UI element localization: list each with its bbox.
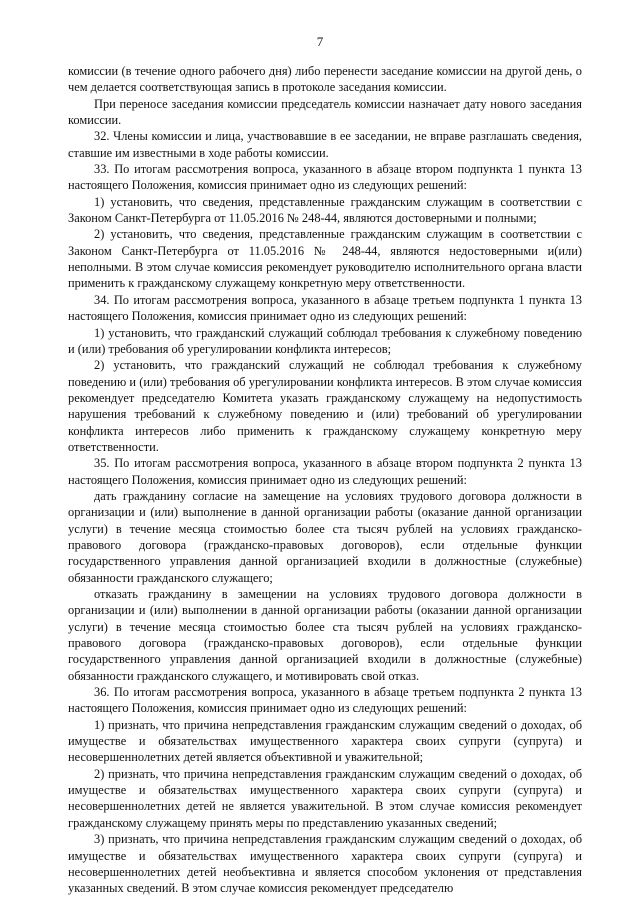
paragraph-35-consent: дать гражданину согласие на замещение на условиях трудового договора должности в организации и (или) выполнение в данной организации работы (оказание данной организации услуги) в течение месяца стоимостью более ста тысяч рублей на условиях гражданско-правового договора (гражданско-правовых договоров), если отдельные функции государственного управления данной организацией входили в должностные (служебные) обязанности гражданского служащего; xyxy=(68,488,582,585)
paragraph-34-item-2: 2) установить, что гражданский служащий не соблюдал требования к служебному поведению и (или) требования об урегулировании конфликта интересов. В этом случае комиссия рекомендует председателю Комитета указать гражданскому служащему на недопустимость нарушения требований к служебному поведению и (или) требований об урегулировании конфликта интересов либо применить к гражданскому служащему конкретную меру ответственности. xyxy=(68,358,582,454)
paragraph-34-item-1: 1) установить, что гражданский служащий соблюдал требования к служебному поведению и (или) требования об урегулировании конфликта интересов; xyxy=(68,325,582,356)
paragraph-33-item-2: 2) установить, что сведения, представленные гражданским служащим в соответствии с Законом Санкт-Петербурга от 11.05.2016 № 248-44, являются недостоверными и(или) неполными. В этом случае комиссия рекомендует руководителю исполнительного органа власти применить к гражданскому служащему конкретную меру ответственности. xyxy=(68,227,582,291)
paragraph-36-item-3: 3) признать, что причина непредставления гражданским служащим сведений о доходах, об имуществе и обязательствах имущественного характера своих супруги (супруга) и несовершеннолетних детей необъективна и является способом уклонения от представления указанных сведений. В этом случае комиссия рекомендует председателю xyxy=(68,832,582,896)
paragraph-34: 34. По итогам рассмотрения вопроса, указанного в абзаце третьем подпункта 1 пункта 13 настоящего Положения, комиссия принимает одно из следующих решений: xyxy=(68,292,582,324)
paragraph-31-continuation: комиссии (в течение одного рабочего дня) либо перенести заседание комиссии на другой день, о чем делается соответствующая запись в протоколе заседания комиссии. xyxy=(68,64,582,95)
paragraph-36-item-2: 2) признать, что причина непредставления гражданским служащим сведений о доходах, об имуществе и обязательствах имущественного характера своих супруги (супруга) и несовершеннолетних детей не является уважительной. В этом случае комиссия рекомендует гражданскому служащему принять меры по представлению указанных сведений; xyxy=(68,766,582,830)
paragraph-31-postpone: При переносе заседания комиссии председатель комиссии назначает дату нового заседания комиссии. xyxy=(68,96,582,128)
paragraph-33-item-1: 1) установить, что сведения, представленные гражданским служащим в соответствии с Законом Санкт-Петербурга от 11.05.2016 № 248-44, являются достоверными и полными; xyxy=(68,194,582,226)
paragraph-35: 35. По итогам рассмотрения вопроса, указанного в абзаце втором подпункта 2 пункта 13 настоящего Положения, комиссия принимает одно из следующих решений: xyxy=(68,456,582,487)
page-number: 7 xyxy=(316,34,324,49)
paragraph-36: 36. По итогам рассмотрения вопроса, указанного в абзаце третьем подпункта 2 пункта 13 настоящего Положения, комиссия принимает одно из следующих решений: xyxy=(68,685,582,716)
paragraph-35-refusal: отказать гражданину в замещении на условиях трудового договора должности в организации и (или) выполнении в данной организации работы (оказании данной организации услуги) в течение месяца стоимостью более ста тысяч рублей на условиях гражданско-правового договора (гражданско-правовых договоров), если отдельные функции государственного управления данной организацией входили в должностные (служебные) обязанности гражданского служащего, и мотивировать свой отказ. xyxy=(68,587,582,683)
paragraph-33: 33. По итогам рассмотрения вопроса, указанного в абзаце втором подпункта 1 пункта 13 настоящего Положения, комиссия принимает одно из следующих решений: xyxy=(68,162,582,193)
document-body xyxy=(68,63,582,897)
paragraph-36-item-1: 1) признать, что причина непредставления гражданским служащим сведений о доходах, об имуществе и обязательствах имущественного характера своих супруги (супруга) и несовершеннолетних детей является объективной и уважительной; xyxy=(68,717,582,765)
paragraph-32: 32. Члены комиссии и лица, участвовавшие в ее заседании, не вправе разглашать сведения, ставшие им известными в ходе работы комиссии. xyxy=(68,129,582,160)
